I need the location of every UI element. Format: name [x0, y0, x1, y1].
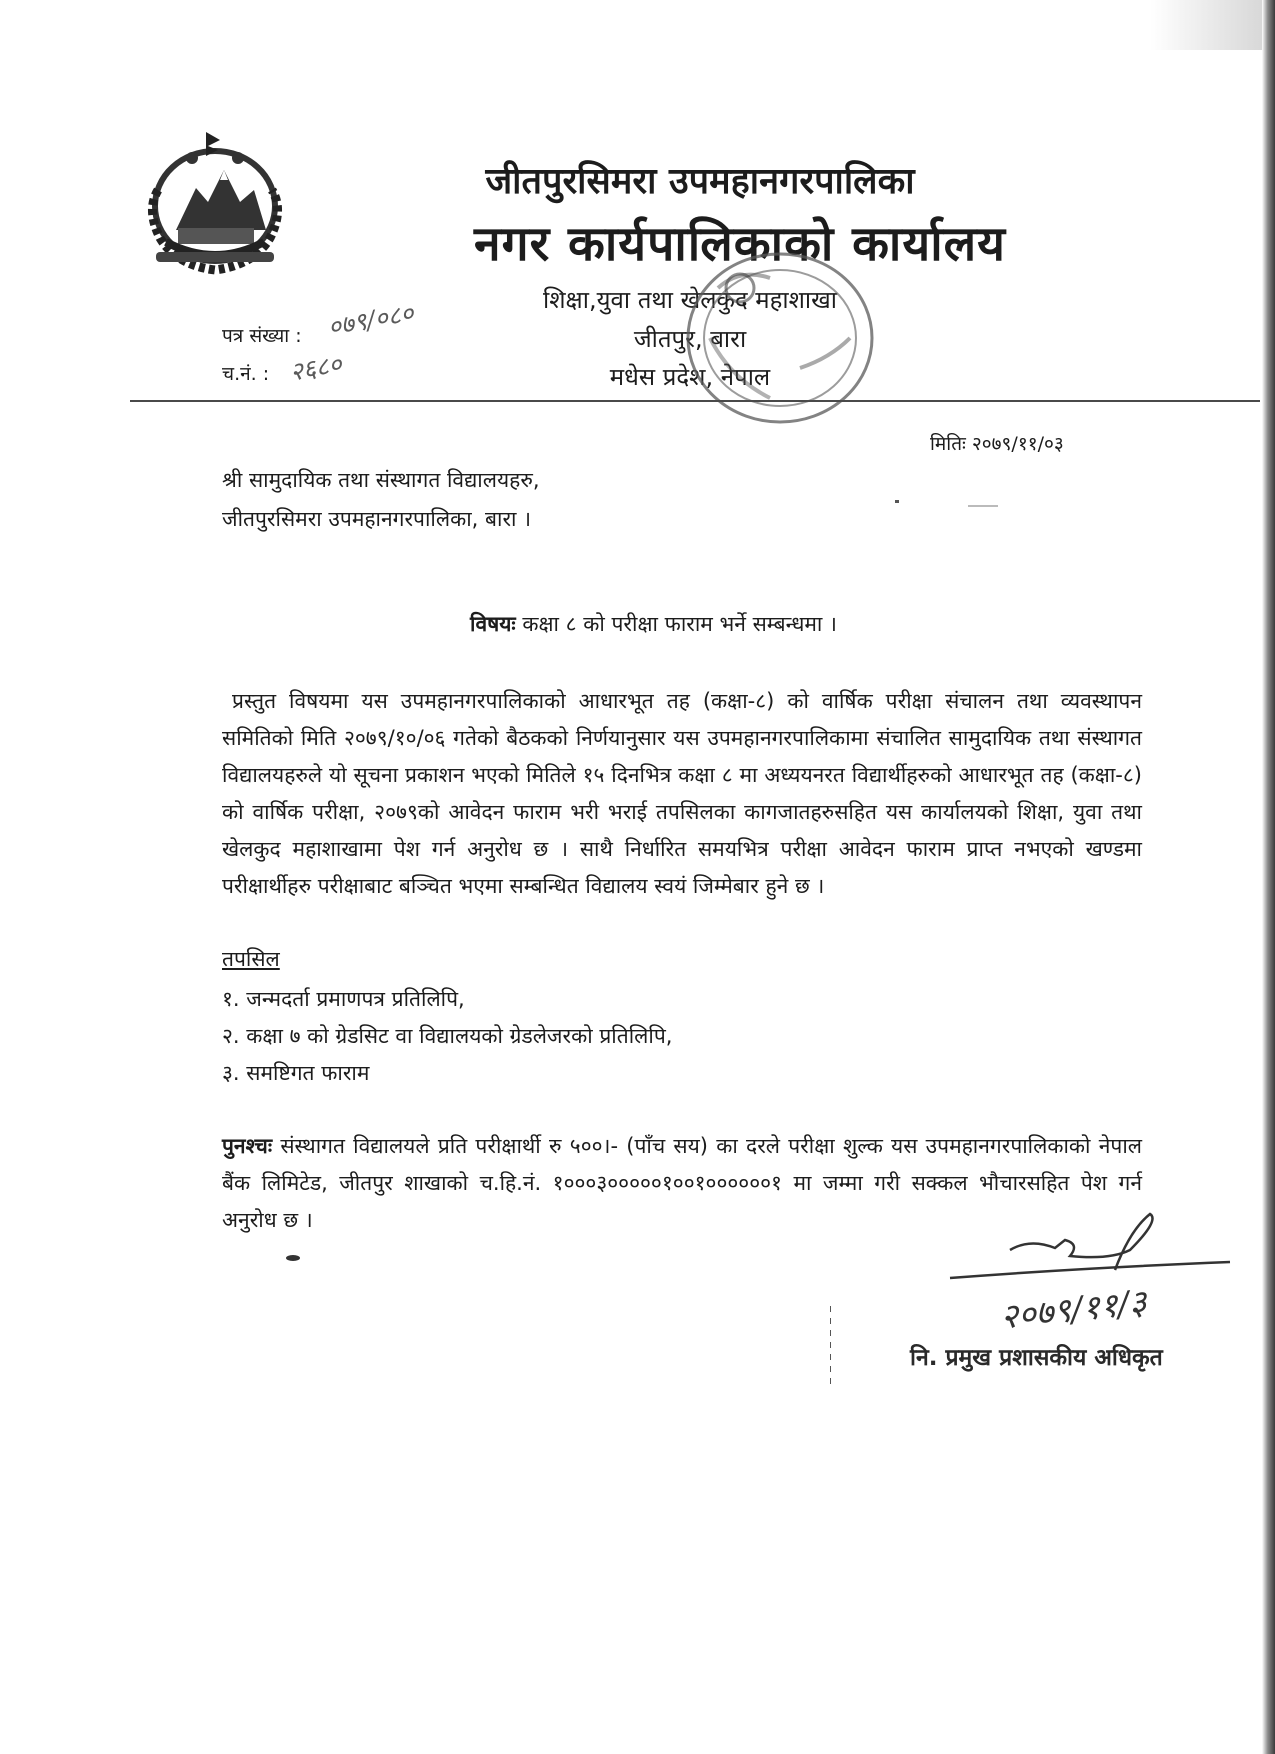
city-line: जीतपुर, बारा [633, 325, 747, 353]
patra-sankhya-label: पत्र संख्या : [222, 325, 302, 347]
body-paragraph: प्रस्तुत विषयमा यस उपमहानगरपालिकाको आधारभूत तह (कक्षा-८) को वार्षिक परीक्षा संचालन तथा व्यवस्थापन समितिको मिति २०७९/१०/०६ गतेको बैठकको निर्णयानुसार यस उपमहानगरपालिकामा संचालित सामुदायिक तथा संस्थागत विद्यालयहरुले यो सूचना प्रकाशन भएको मितिले १५ दिनभित्र कक्षा ८ मा अध्ययनरत विद्यार्थीहरुको आधारभूत तह (कक्षा-८) को वार्षिक परीक्षा, २०७९को आवेदन फाराम भरी भराई तपसिलका कागजातहरुसहित यस कार्यालयको शिक्षा, युवा तथा खेलकुद महाशाखामा पेश गर्न अनुरोध छ । साथै निर्धारित समयभित्र परीक्षा आवेदन फाराम प्राप्त नभएको खण्डमा परीक्षार्थीहरु परीक्षाबाट बञ्चित भएमा सम्बन्धित विद्यालय स्वयं जिम्मेबार हुने छ । [222, 689, 1142, 898]
subject-line [470, 610, 837, 638]
province-line: मधेस प्रदेश, नेपाल [609, 363, 771, 391]
tapasil-heading: तपसिल [222, 947, 280, 971]
scan-speck [286, 1255, 300, 1261]
scan-edge-right [1262, 0, 1275, 1754]
postscript-text: संस्थागत विद्यालयले प्रति परीक्षार्थी रु ५००।- (पाँच सय) का दरले परीक्षा शुल्क यस उपमहानगरपालिकाको नेपाल बैंक लिमिटेड, जीतपुर शाखाको च.हि.नं. १०००३०००००१००१००००००१ मा जम्मा गरी सक्कल भौचारसहित पेश गर्न अनुरोध छ । [222, 1134, 1142, 1232]
addressee-line-2: जीतपुरसिमरा उपमहानगरपालिका, बारा । [222, 507, 532, 531]
list-item: २. कक्षा ७ को ग्रेडसिट वा विद्यालयको ग्रेडलेजरको प्रतिलिपि, [222, 1024, 673, 1048]
scan-speck [968, 505, 998, 507]
patra-sankhya-value: ०७९/०८० [325, 298, 416, 342]
subject-text: कक्षा ८ को परीक्षा फाराम भर्ने सम्बन्धमा । [515, 612, 837, 636]
chalani-label: च.नं. : [222, 363, 270, 385]
office-title: नगर कार्यपालिकाको कार्यालय [473, 216, 1007, 272]
scan-edge-top [1150, 0, 1262, 50]
signature-date: २०७९/११/३ [998, 1282, 1149, 1338]
list-item: ३. समष्टिगत फाराम [222, 1061, 370, 1085]
subject-label: विषयः [470, 612, 516, 636]
header-divider [130, 400, 1260, 402]
postscript-label: पुनश्चः [222, 1134, 273, 1158]
chalani-value: २६८० [287, 349, 344, 387]
letter-date: मितिः २०७९/११/०३ [930, 433, 1064, 455]
signer-title: नि. प्रमुख प्रशासकीय अधिकृत [910, 1345, 1163, 1371]
addressee-line-1: श्री सामुदायिक तथा संस्थागत विद्यालयहरु, [222, 468, 540, 492]
list-item: १. जन्मदर्ता प्रमाणपत्र प्रतिलिपि, [222, 987, 465, 1011]
scan-speck [895, 500, 899, 503]
office-name: जीतपुरसिमरा उपमहानगरपालिका [485, 161, 915, 202]
nepal-emblem-icon [136, 130, 294, 278]
division-name: शिक्षा,युवा तथा खेलकुद महाशाखा [543, 286, 837, 314]
